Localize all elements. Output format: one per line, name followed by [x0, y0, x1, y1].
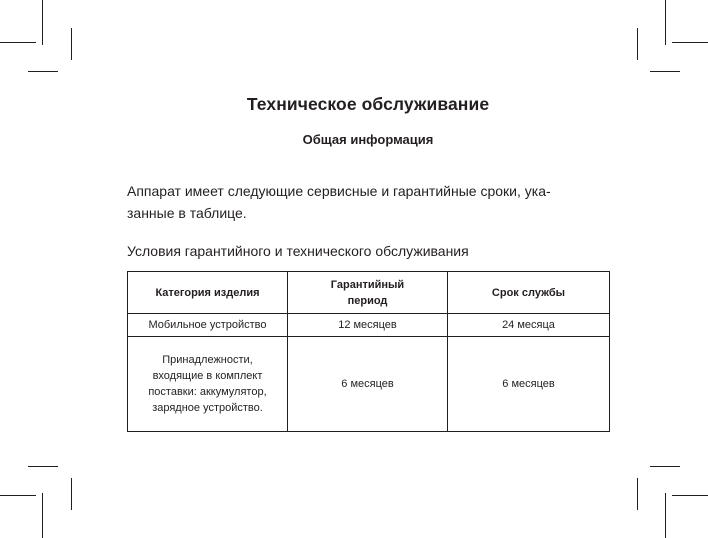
- cell-category-line: входящие в комплект: [152, 370, 263, 382]
- page-subtitle: Общая информация: [302, 132, 434, 147]
- cell-category-line: Мобильное устройство: [148, 319, 267, 331]
- cell-category-line: Принадлежности,: [162, 354, 253, 366]
- crop-mark-top-left-v1: [42, 0, 43, 45]
- crop-mark-top-left-h2: [28, 71, 58, 72]
- crop-mark-top-left-h1: [0, 42, 36, 43]
- crop-mark-top-left-v2: [71, 28, 72, 60]
- header-warranty-line: период: [347, 295, 388, 307]
- intro-paragraph-line: Аппарат имеет следующие сервисные и гарантийные сроки, ука-: [127, 183, 551, 199]
- intro-paragraph-line: занные в таблице.: [127, 205, 247, 221]
- cell-warranty: 6 месяцев: [288, 337, 448, 432]
- table-row: [128, 314, 610, 337]
- cell-category: [128, 337, 288, 432]
- cell-service-life: 6 месяцев: [448, 337, 610, 432]
- crop-mark-bottom-right-h1: [672, 495, 708, 496]
- crop-mark-top-right-h1: [672, 42, 708, 43]
- cell-service-life: 24 месяца: [448, 314, 610, 337]
- cell-category-line: зарядное устройство.: [152, 402, 263, 414]
- section-heading: Условия гарантийного и технического обслуживания: [127, 243, 469, 259]
- crop-mark-top-right-v2: [637, 28, 638, 60]
- crop-mark-top-right-v1: [665, 0, 666, 45]
- header-service-life-text: Срок службы: [491, 287, 566, 299]
- table-header-row: [128, 272, 610, 314]
- service-table: [127, 271, 610, 432]
- cell-warranty: 12 месяцев: [288, 314, 448, 337]
- crop-mark-top-right-h2: [650, 71, 680, 72]
- header-category: [128, 272, 288, 314]
- crop-mark-bottom-right-v2: [637, 478, 638, 510]
- crop-mark-bottom-left-h1: [0, 495, 36, 496]
- table-row: [128, 337, 610, 432]
- cell-category-line: поставки: аккумулятор,: [148, 386, 267, 398]
- intro-paragraph: [127, 180, 617, 224]
- cell-category: [128, 314, 288, 337]
- header-service-life: [448, 272, 610, 314]
- header-warranty-line: Гарантийный: [330, 279, 405, 291]
- crop-mark-bottom-left-v2: [71, 478, 72, 510]
- header-category-text: Категория изделия: [155, 287, 260, 299]
- header-warranty: [288, 272, 448, 314]
- crop-mark-bottom-left-v1: [42, 493, 43, 538]
- crop-mark-bottom-right-h2: [650, 466, 680, 467]
- crop-mark-bottom-right-v1: [665, 493, 666, 538]
- crop-mark-bottom-left-h2: [28, 466, 58, 467]
- page-title: Техническое обслуживание: [246, 94, 490, 114]
